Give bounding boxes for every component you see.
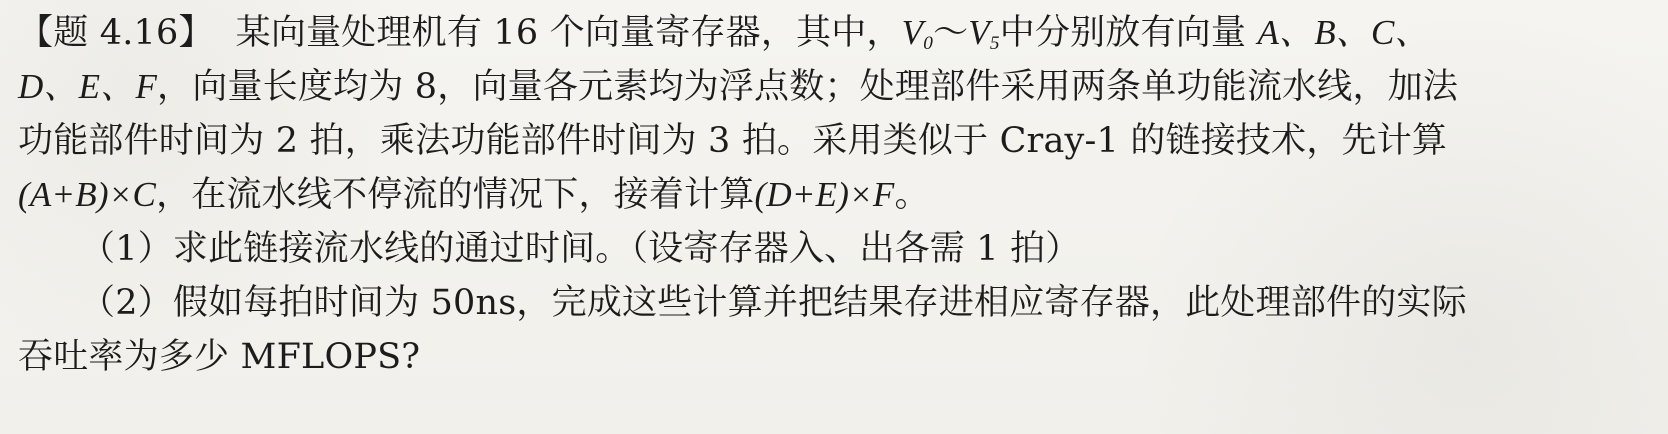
range-tilde: ～: [933, 13, 969, 53]
register-v0: $V_0$: [901, 13, 934, 54]
problem-line-1: [18, 6, 1650, 60]
problem-text-3: 功能部件时间为 2 拍，乘法功能部件时间为 3 拍。采用类似于 Cray-1 的链接技术，先计算: [18, 121, 1448, 161]
problem-text-4: ，在流水线不停流的情况下，接着计算: [156, 175, 755, 215]
question-2-text: （2）假如每拍时间为 50ns，完成这些计算并把结果存进相应寄存器，此处理部件的实际: [80, 283, 1467, 323]
problem-line-3: [18, 114, 1650, 168]
question-2-cont-text: 吞吐率为多少 MFLOPS?: [18, 337, 421, 377]
expression-2: (D+E)×F: [754, 175, 895, 214]
question-1: [18, 222, 1650, 276]
register-v5: $V_5$: [968, 13, 1000, 54]
question-2-continuation: [18, 330, 1650, 384]
problem-text-1b: 中分别放有向量: [999, 13, 1258, 53]
problem-4-16: [18, 6, 1650, 384]
question-2: [18, 276, 1650, 330]
question-1-text: （1）求此链接流水线的通过时间。（设寄存器入、出各需 1 拍）: [80, 229, 1081, 269]
problem-text-2: ，向量长度均为 8，向量各元素均为浮点数；处理部件采用两条单功能流水线，加法: [157, 67, 1459, 107]
problem-text-1a: 某向量处理机有 16 个向量寄存器，其中，: [235, 13, 902, 53]
vector-list-def: D、E、F: [18, 67, 158, 106]
expression-1: (A+B)×C: [18, 175, 157, 214]
problem-line-4-end: 。: [894, 175, 930, 215]
problem-line-2: [18, 60, 1650, 114]
problem-line-4: [18, 168, 1650, 222]
vector-list-abc: A、B、C、: [1257, 13, 1430, 52]
problem-tag: 【题 4.16】: [18, 13, 214, 53]
